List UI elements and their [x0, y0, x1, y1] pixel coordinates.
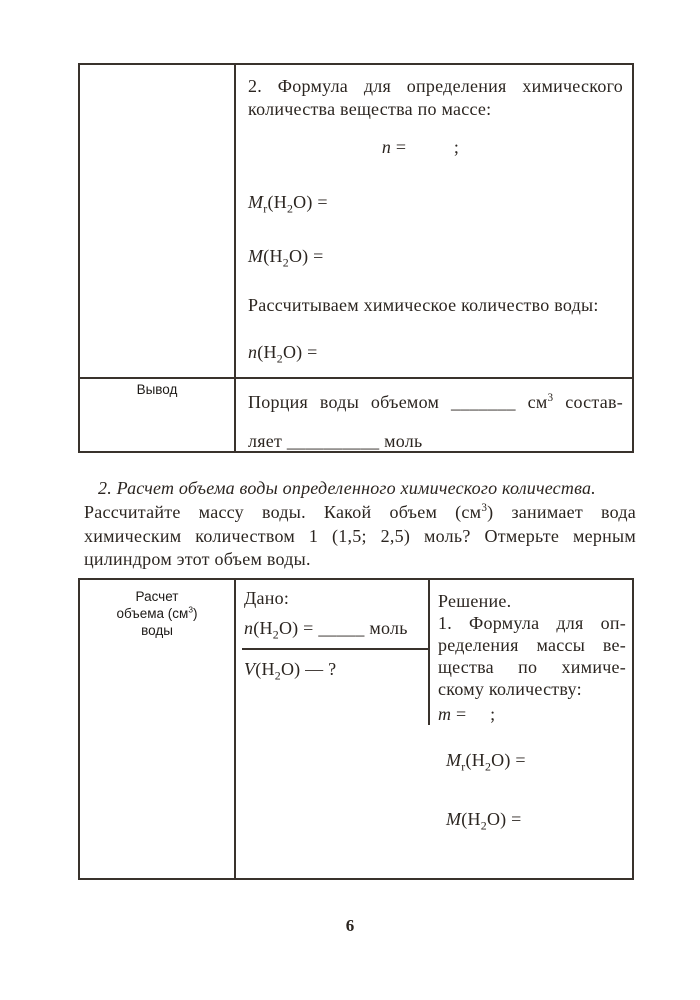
task-2-heading: 2. Расчет объема воды определенного химического количества.	[98, 478, 596, 498]
conclusion-line-1: Порция воды объемом _______ $см^3$ состав-	[248, 392, 623, 412]
table-volume-calculation	[78, 578, 634, 880]
conclusion-row-label: Вывод	[136, 382, 178, 397]
table1-solution-cell	[234, 65, 632, 377]
formula-m-blank: m = ;	[438, 704, 496, 724]
given-label: Дано:	[244, 588, 290, 608]
page-number: 6	[345, 916, 355, 935]
formula-n-blank: n = ;	[381, 137, 460, 157]
solution-text-line-4: скому количеству:	[438, 679, 582, 699]
table-mass-calculation	[78, 63, 634, 453]
given-solution-divider	[428, 580, 430, 725]
task-2-paragraph: Рассчитайте массу воды. Какой объем $(см^3)$ занимает вода химическим количеством 1 (1,5; 2,5) моль? Отмерьте мерным цилиндром этот объем воды.	[84, 502, 637, 569]
formula-n-h2o: $n(H_2O)$ =	[248, 342, 318, 366]
solution-title: Решение.	[438, 591, 512, 611]
formula-m-h2o: $M(H_2O)$ =	[248, 246, 324, 270]
calc-instruction-text: Рассчитываем химическое количество воды:	[248, 295, 599, 315]
row-label-line-3: воды	[141, 623, 173, 638]
conclusion-cell	[234, 377, 632, 453]
table2-row-label	[80, 588, 234, 639]
solution-text-line-1: 1. Формула для оп-	[438, 613, 626, 633]
given-question-v: $V(H_2O)$ — ?	[244, 659, 337, 683]
solution-block	[438, 590, 626, 700]
conclusion-line-2: ляет __________ моль	[248, 431, 423, 451]
given-underline	[242, 648, 428, 650]
formula-m-h2o-2: $M(H_2O)$ =	[446, 809, 522, 833]
formula-mr-h2o-2: $M_r(H_2O)$ =	[446, 750, 526, 774]
formula-mr-h2o: $M_r(H_2O)$ =	[248, 192, 328, 216]
table2-work-cell	[236, 580, 632, 878]
row-label-line-2: объема $(см^3)$	[116, 604, 198, 621]
given-n-h2o: $n(H_2O)$ = _____ моль	[244, 618, 408, 642]
solution-text-line-2: ределения массы ве-	[438, 635, 626, 655]
row-label-line-1: Расчет	[135, 589, 179, 604]
solution-text-line-3: щества по химиче-	[438, 657, 626, 677]
formula-intro-text: 2. Формула для определения химического количества вещества по массе:	[248, 76, 623, 119]
